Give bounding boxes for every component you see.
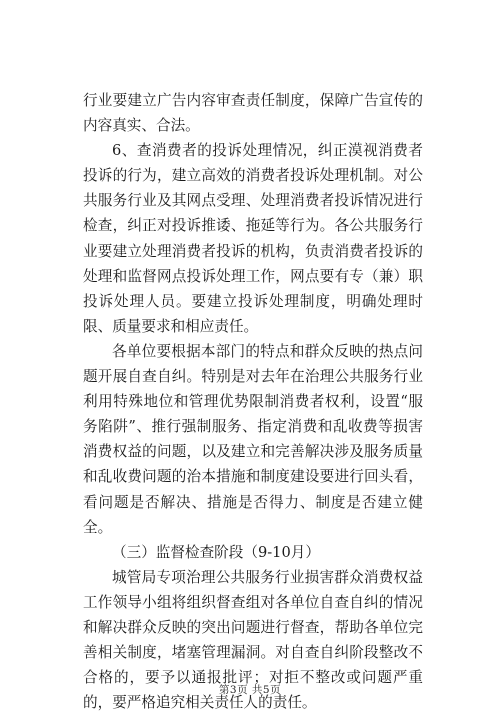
section-heading-supervision: （三）监督检查阶段（9-10月） xyxy=(112,543,320,561)
paragraph-self-inspection: 各单位要根据本部门的特点和群众反映的热点问题开展自查自纠。特别是对去年在治理公共服务行业利用特殊地位和管理优势限制消费者权利，设置“服务陷阱”、推行强制服务、指定消费和乱收费等损害消费权益的问题，以及建立和完善解决涉及服务质量和乱收费问题的治本措施和制度建设要进行回头看，看问题是否解决、措施是否得力、制度是否建立健全。 xyxy=(83,342,423,536)
paragraph-consumer-complaints: 6、查消费者的投诉处理情况，纠正漠视消费者投诉的行为，建立高效的消费者投诉处理机制。对公共服务行业及其网点受理、处理消费者投诉情况进行检查，纠正对投诉推诿、拖延等行为。各公共服务行业要建立处理消费者投诉的机构，负责消费者投诉的处理和监督网点投诉处理工作，网点要有专（兼）职投诉处理人员。要建立投诉处理制度，明确处理时限、质量要求和相应责任。 xyxy=(83,142,423,335)
paragraph-supervision: 城管局专项治理公共服务行业损害群众消费权益工作领导小组将组织督查组对各单位自查自纠的情况和解决群众反映的突出问题进行督查，帮助各单位完善相关制度，堵塞管理漏洞。对自查自纠阶段整改不合格的，要予以通报批评；对拒不整改或问题严重的，要严格追究相关责任人的责任。 xyxy=(83,568,423,712)
paragraph-continuation: 行业要建立广告内容审查责任制度，保障广告宣传的内容真实、合法。 xyxy=(83,92,423,135)
page-footer: 第3页 共5页 xyxy=(218,684,282,696)
document-body xyxy=(83,88,423,715)
